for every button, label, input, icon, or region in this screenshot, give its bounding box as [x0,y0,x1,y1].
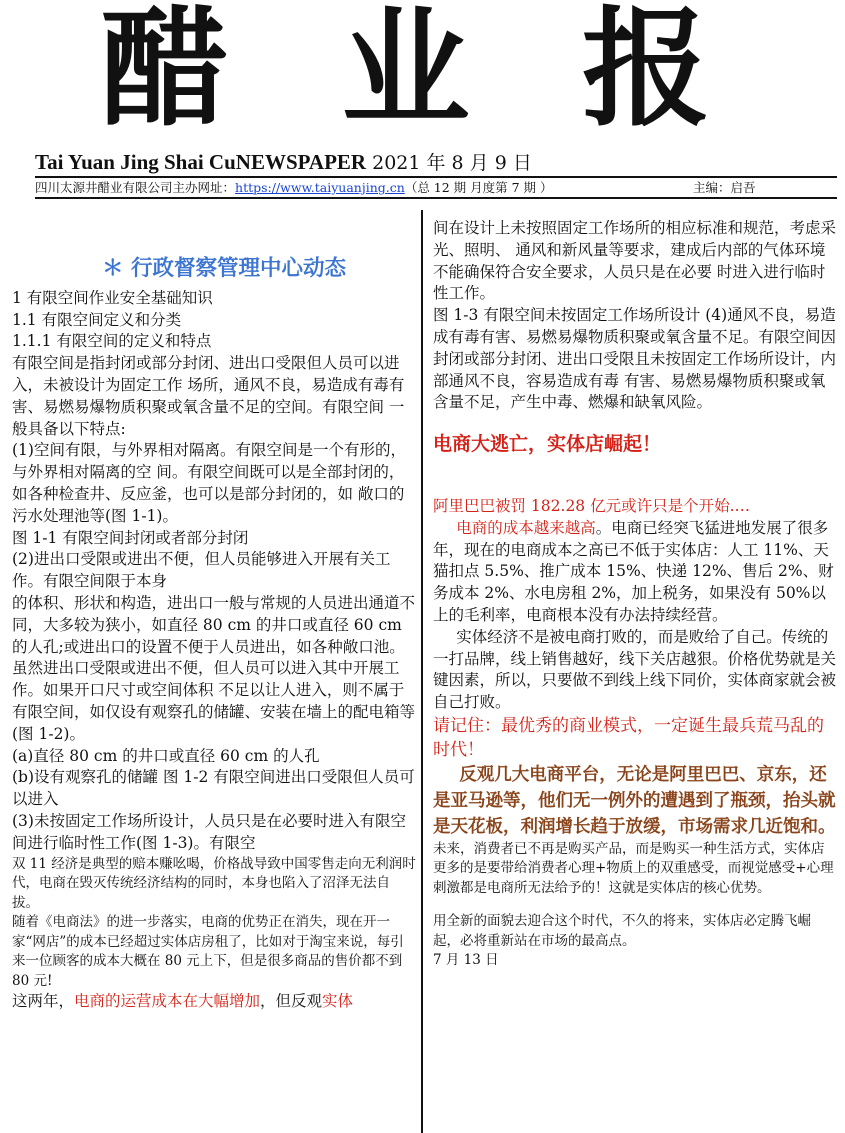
article-subhead: 阿里巴巴被罚 182.28 亿元或许只是个开始.… [433,496,751,515]
article-date: 7 月 13 日 [433,952,499,969]
paragraph: (b)设有观察孔的储罐 图 1-2 有限空间进出口受限但人员可以进入 [12,768,415,809]
paragraph [433,518,837,627]
paragraph-small: 双 11 经济是典型的赔本赚吆喝，价格战导致中国零售走向无利润时代，电商在毁灭传统经济结构的同时，本身也陷入了沼泽无法自拔。 [12,855,416,911]
issue-number: （总 12 期 月度第 7 期 ） [404,180,553,195]
paragraph: (1)空间有限，与外界相对隔离。有限空间是一个有形的，与外界相对隔离的空 间。有限空间既可以是全部封闭的，如各种检查井、反应釜，也可以是部分封闭的，如 敞口的污水处理池等(图 1-1)。 [12,441,406,525]
issue-date: 2021 年 8 月 9 日 [366,152,532,174]
paragraph: 的体积、形状和构造，进出口一般与常规的人员进出通道不同，大多较为狭小，如直径 80 cm 的井口或直径 60 cm 的人孔;或进出口的设置不便于人员进出，如各种敞口池。 虽然进出口受限或进出不便，但人员可以进入其中开展工作。如果开口尺寸或空间体积 不足以让人进入，则不属于有限空间，如仅设有观察孔的储罐、安装在墙上的配电箱等 (图 1-2)。 [12,593,416,743]
paragraph: (2)进出口受限或进出不便，但人员能够进入开展有关工作。有限空间限于本身 [12,550,391,591]
publisher: 四川太源井醋业有限公司主办 [35,180,198,195]
callout: 请记住：最优秀的商业模式，一定诞生最兵荒马乱的时代！ [433,715,824,760]
text: 。电商已经突飞猛进地发展了很多年，现在的电商成本之高已不低于实体店：人工 11%、天猫扣点 5.5%、推广成本 15%、快递 12%、售后 2%、财务成本 2%、水电房租 2%，加上税务，如果没有 50%以上的毛利率，电商根本没有办法持续经营。 [433,518,834,624]
highlight: 实体 [322,992,354,1011]
chief-editor: 主编：启吾 [693,180,756,195]
paragraph: (a)直径 80 cm 的井口或直径 60 cm 的人孔 [12,746,320,765]
paragraph-last [12,991,416,1013]
left-column [12,218,416,1013]
text: ，但反观 [260,992,323,1011]
paragraph: 1.1.1 有限空间的定义和特点 [12,332,212,351]
figure-caption: 图 1-1 有限空间封闭或者部分封闭 [12,528,249,547]
highlight: 电商的运营成本在大幅增加 [74,992,261,1011]
paragraph: 实体经济不是被电商打败的，而是败给了自己。传统的一打品牌，线上销售越好，线下关店越狠。价格优势就是关键因素，所以，只要做不到线上线下同价，实体商家就会被自己打败。 [433,627,837,712]
paragraph: (3)未按固定工作场所设计，人员只是在必要时进入有限空间进行临时性工作(图 1-3)。有限空 [12,811,406,852]
text: 这两年， [12,992,75,1011]
highlight: 电商的成本越来越高 [456,518,596,537]
url-label: 网址： [197,180,236,195]
section-title: ＊ 行政督察管理中心动态 [102,256,346,281]
publisher-line [35,178,837,196]
header-rule-bottom [35,197,837,199]
paragraph: 图 1-3 有限空间未按固定工作场所设计 (4)通风不良，易造成有毒有害、易燃易爆物质积聚或氧含量不足。有限空间因 封闭或部分封闭、进出口受限且未按固定工作场所设计，内部通风不良，容易造成有毒 有害、易燃易爆物质积聚或氧含量不足，产生中毒、燃爆和缺氧风险。 [433,306,837,412]
emphasis-paragraph: 反观几大电商平台，无论是阿里巴巴、京东，还是亚马逊等，他们无一例外的遭遇到了瓶颈，抬头就是天花板，利润增长趋于放缓，市场需求几近饱和。 [433,764,836,837]
paragraph: 有限空间是指封闭或部分封闭、进出口受限但人员可以进入，未被设计为固定工作 场所，通风不良，易造成有毒有害、易燃易爆物质积聚或氧含量不足的空间。有限空间 一般具备以下特点: [12,354,405,438]
website-link[interactable]: https://www.taiyuanjing.cn [235,180,405,195]
right-column [433,218,837,971]
article-headline: 电商大逃亡，实体店崛起！ [433,433,662,456]
masthead [0,0,845,150]
newspaper-title: 醋 业 报 [100,0,745,144]
paragraph-small: 未来，消费者已不再是购买产品，而是购买一种生活方式，实体店更多的是要带给消费者心理+物质上的双重感受，而视觉感受+心理刺激都是电商所无法给予的！这就是实体店的核心优势。 [433,840,834,896]
paragraph-small: 随着《电商法》的进一步落实，电商的优势正在消失，现在开一家“网店”的成本已经超过实体店房租了，比如对于淘宝来说，每引来一位顾客的成本大概在 80 元上下，但是很多商品的售价都不到 80 元! [12,914,404,989]
paragraph-small: 用全新的面貌去迎合这个时代，不久的将来，实体店必定腾飞崛起，必将重新站在市场的最高点。 [433,913,811,949]
column-divider [421,210,423,1133]
paragraph: 1.1 有限空间定义和分类 [12,310,182,329]
paragraph: 1 有限空间作业安全基础知识 [12,288,213,307]
edition-line [35,148,532,175]
paragraph: 间在设计上未按照固定工作场所的相应标准和规范，考虑采光、照明、 通风和新风量等要求，建成后内部的气体环境不能确保符合安全要求，人员只是在必要 时进入进行临时性工作。 [433,219,837,303]
english-name: Tai Yuan Jing Shai CuNEWSPAPER [35,150,367,174]
